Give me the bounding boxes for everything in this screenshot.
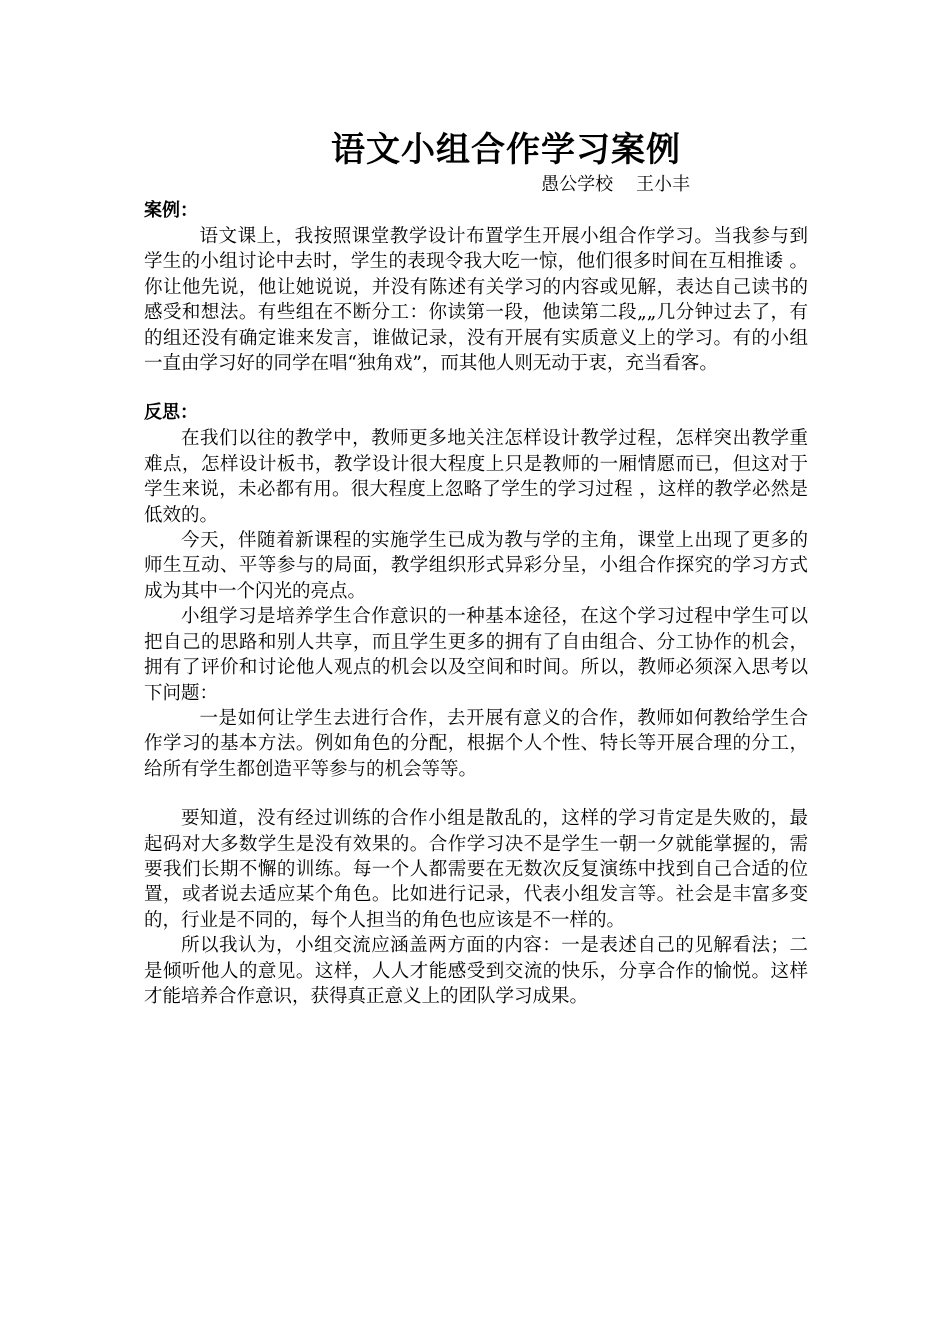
document-title: 语文小组合作学习案例 — [331, 130, 681, 170]
reflection-section-label: 反思： — [144, 402, 198, 424]
reflection-paragraph-3: 小组学习是培养学生合作意识的一种基本途径，在这个学习过程中学生可以把自己的思路和别人共享，而且学生更多的拥有了自由组合、分工协作的机会，拥有了评价和讨论他人观点的机会以及空间和时间。所以，教师必须深入思考以下问题： — [144, 606, 808, 704]
author-byline: 愚公学校 王小丰 — [541, 174, 690, 195]
document-page — [144, 128, 808, 1009]
reflection-paragraph-4: 一是如何让学生去进行合作，去开展有意义的合作，教师如何教给学生合作学习的基本方法。例如角色的分配，根据个人个性、特长等开展合理的分工，给所有学生都创造平等参与的机会等等。 — [144, 707, 808, 780]
reflection-paragraph-2: 今天，伴随着新课程的实施学生已成为教与学的主角，课堂上出现了更多的师生互动、平等参与的局面，教学组织形式异彩分呈，小组合作探究的学习方式成为其中一个闪光的亮点。 — [144, 530, 808, 602]
reflection-paragraph-1: 在我们以往的教学中，教师更多地关注怎样设计教学过程，怎样突出教学重难点，怎样设计板书，教学设计很大程度上只是教师的一厢情愿而已，但这对于学生来说，未必都有用。很大程度上忽略了学生的学习过程 ，这样的教学必然是低效的。 — [144, 428, 808, 526]
case-paragraph: 语文课上，我按照课堂教学设计布置学生开展小组合作学习。当我参与到学生的小组讨论中去时，学生的表现令我大吃一惊，他们很多时间在互相推诿 。你让他先说，他让她说说，并没有陈述有关学习的内容或见解，表达自己读书的感受和想法。有些组在不断分工：你读第一段，他读第二段„„几分钟过去了，有的组还没有确定谁来发言，谁做记录，没有开展有实质意义上的学习。有的小组一直由学习好的同学在唱“独角戏”，而其他人则无动于衷，充当看客。 — [144, 226, 808, 375]
case-section-label: 案例： — [144, 200, 198, 221]
closing-paragraph-1: 要知道，没有经过训练的合作小组是散乱的，这样的学习肯定是失败的，最起码对大多数学生是没有效果的。合作学习决不是学生一朝一夕就能掌握的，需要我们长期不懈的训练。每一个人都需要在无数次反复演练中找到自己合适的位置，或者说去适应某个角色。比如进行记录，代表小组发言等。社会是丰富多变的，行业是不同的，每个人担当的角色也应该是不一样的。 — [144, 808, 808, 931]
closing-paragraph-2: 所以我认为，小组交流应涵盖两方面的内容：一是表述自己的见解看法；二是倾听他人的意见。这样，人人才能感受到交流的快乐，分享合作的愉悦。这样才能培养合作意识，获得真正意义上的团队学习成果。 — [144, 935, 808, 1007]
